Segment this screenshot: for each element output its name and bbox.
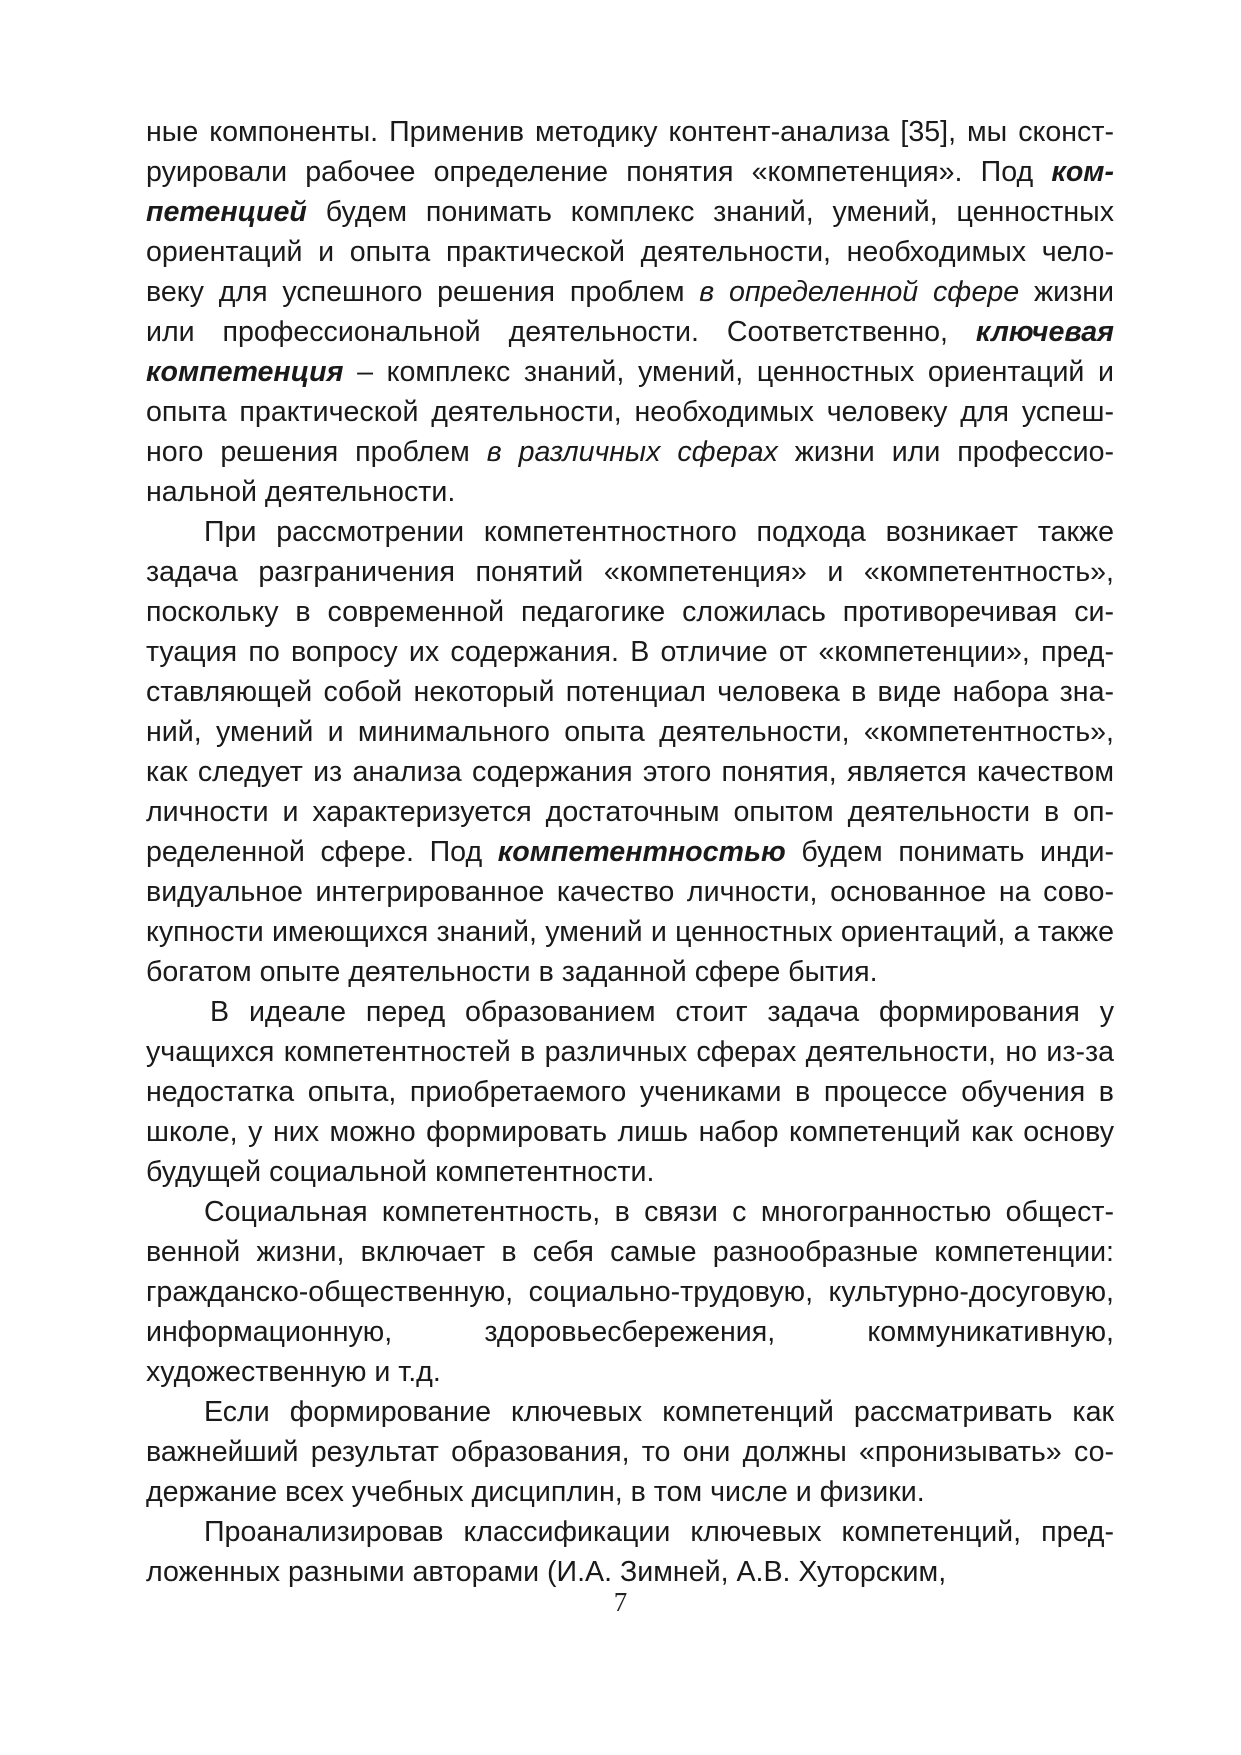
emphasis-various-spheres: в различных сферах	[486, 436, 778, 468]
text-run: жизни или профессиональной деятельности.	[146, 436, 1115, 508]
page-number: 7	[613, 1587, 628, 1617]
term-competence: компетенцией	[146, 156, 1114, 228]
text-run: – комплекс знаний, умений, ценностных ориентаций и опыта практической деятельности, необходимых человеку для успешного решения проблем	[146, 356, 1114, 468]
text-run: ные компоненты. Применив методику контент-анализа [35], мы сконструировали рабочее определение понятия «компетенция». Под	[146, 116, 1114, 188]
paragraph-key-competencies-result: Если формирование ключевых компетенций рассматривать как важнейший результат образования, то они должны «пронизывать» содержание всех учебных дисциплин, в том числе и физики.	[146, 1396, 1114, 1508]
term-competency: компетентностью	[497, 836, 786, 868]
paragraph-competence-definition	[146, 112, 1114, 512]
text-run: будем понимать индивидуальное интегрированное качество личности, основанное на совокупности имеющихся знаний, умений и ценностных ориентаций, а также богатом опыте деятельности в заданной сфере бытия.	[146, 836, 1114, 988]
text-run: жизни или профессиональной деятельности. Соответственно,	[146, 276, 1114, 348]
emphasis-certain-sphere: в определенной сфере	[699, 276, 1020, 308]
paragraph-ideal-education: В идеале перед образованием стоит задача формирования у учащихся компетентностей в различных сферах деятельности, но из-за недостатка опыта, приобретаемого учениками в процессе обучения в школе, у них можно формировать лишь набор компетенций как основу будущей социальной компетентности.	[146, 996, 1114, 1188]
paragraph-classification-analysis: Проанализировав классификации ключевых компетенций, предложенных разными авторами (И.А. Зимней, А.В. Хуторским,	[146, 1516, 1114, 1588]
paragraph-competence-vs-competency	[146, 512, 1114, 992]
paragraph-social-competency: Социальная компетентность, в связи с многогранностью общественной жизни, включает в себя самые разнообразные компетенции: гражданско-общественную, социально-трудовую, культурно-досуговую, информационную, здоровьесбережения, коммуникативную, художественную и т.д.	[146, 1196, 1114, 1388]
text-run: При рассмотрении компетентностного подхода возникает также задача разграничения понятий «компетенция» и «компетентность», поскольку в современной педагогике сложилась противоречивая ситуация по вопросу их содержания. В отличие от «компетенции», представляющей собой некоторый потенциал человека в виде набора знаний, умений и минимального опыта деятельности, «компетентность», как следует из анализа содержания этого понятия, является качеством личности и характеризуется достаточным опытом деятельности в определенной сфере. Под	[146, 516, 1114, 868]
term-key-competence: ключевая компетенция	[146, 316, 1114, 388]
text-run: будем понимать комплекс знаний, умений, ценностных ориентаций и опыта практической деятельности, необходимых человеку для успешного решения проблем	[146, 196, 1114, 308]
document-page	[146, 112, 1114, 1652]
